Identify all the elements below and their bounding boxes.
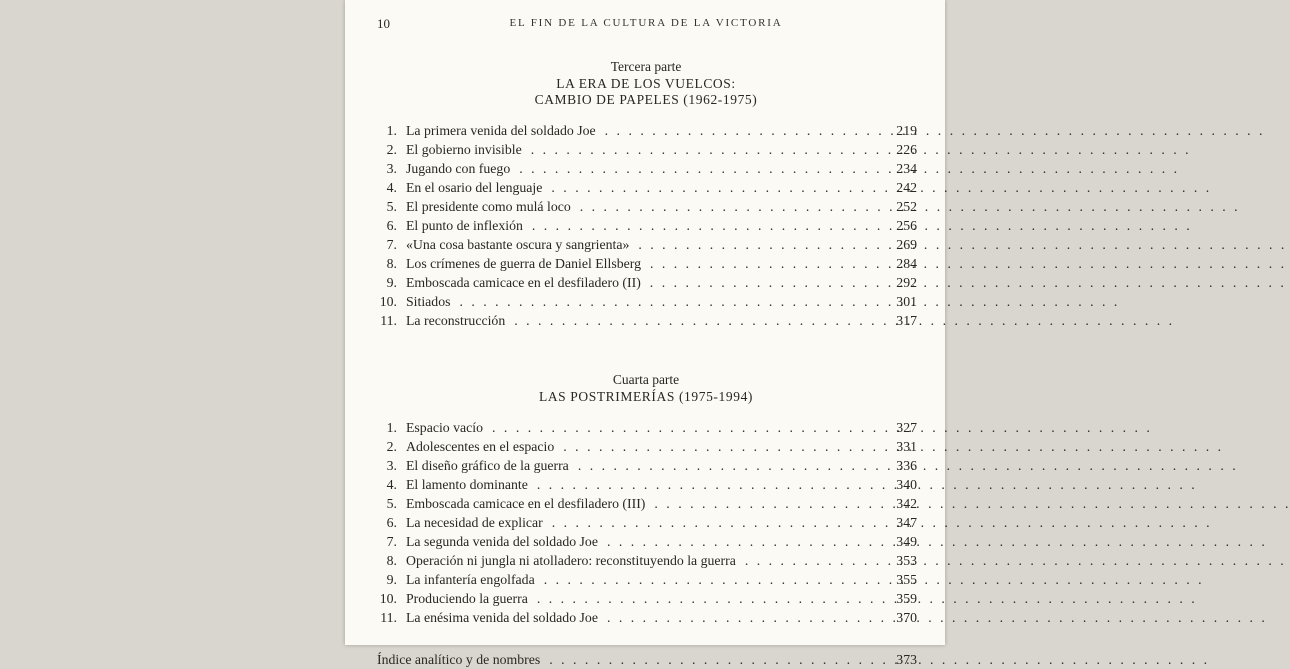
- entry-number: 5.: [386, 199, 397, 214]
- entry-title: Jugando con fuego: [406, 161, 511, 176]
- toc-section: [375, 372, 917, 627]
- part-title: CAMBIO DE PAPELES (1962-1975): [534, 92, 758, 107]
- dot-leader: [514, 311, 883, 330]
- entry-title: La necesidad de explicar: [406, 515, 543, 530]
- toc-entry: [375, 292, 917, 311]
- toc-entry: [375, 475, 917, 494]
- toc-entry: [375, 608, 917, 627]
- entry-title: Emboscada camicace en el desfiladero (II): [406, 275, 641, 290]
- entry-number: 8.: [386, 256, 397, 271]
- entry-title: Espacio vacío: [406, 420, 484, 435]
- entry-title: La primera venida del soldado Joe: [406, 123, 596, 138]
- entry-number: 7.: [386, 534, 397, 549]
- entry-page: 355: [896, 572, 917, 587]
- entry-page: 317: [896, 313, 917, 328]
- page-number: 10: [377, 16, 390, 31]
- toc-entry: [375, 178, 917, 197]
- toc-entry: [375, 235, 917, 254]
- entry-title: El diseño gráfico de la guerra: [406, 458, 569, 473]
- entry-page: 219: [896, 123, 917, 138]
- entry-number: 3.: [386, 458, 397, 473]
- entry-page: 370: [896, 610, 917, 625]
- toc-entry: [375, 570, 917, 589]
- page-header: [375, 16, 917, 32]
- toc-entries: [375, 418, 917, 627]
- dot-leader: [544, 570, 883, 589]
- dot-leader: [578, 456, 883, 475]
- entry-number: 10.: [379, 591, 397, 606]
- part-label: Tercera parte: [610, 59, 682, 74]
- entry-title: La reconstrucción: [406, 313, 506, 328]
- entry-page: 226: [896, 142, 917, 157]
- dot-leader: [552, 513, 883, 532]
- entry-page: 331: [896, 439, 917, 454]
- dot-leader: [537, 475, 883, 494]
- entry-number: 1.: [386, 123, 397, 138]
- entry-page: 327: [896, 420, 917, 435]
- entry-title: La segunda venida del soldado Joe: [406, 534, 598, 549]
- toc-entry: [375, 197, 917, 216]
- dot-leader: [537, 589, 883, 608]
- toc-entry: [375, 140, 917, 159]
- entry-number: 2.: [386, 439, 397, 454]
- entry-page: 349: [896, 534, 917, 549]
- toc-section: [375, 59, 917, 330]
- entry-title: Sitiados: [406, 294, 451, 309]
- entry-number: 7.: [386, 237, 397, 252]
- running-head: EL FIN DE LA CULTURA DE LA VICTORIA: [509, 17, 783, 29]
- entry-title: El lamento dominante: [406, 477, 528, 492]
- dot-leader: [654, 494, 883, 513]
- entry-number: 11.: [380, 610, 397, 625]
- entry-number: 6.: [386, 515, 397, 530]
- entry-page: 301: [896, 294, 917, 309]
- entry-page: 336: [896, 458, 917, 473]
- dot-leader: [650, 273, 883, 292]
- dot-leader: [650, 254, 883, 273]
- toc-entry: [375, 418, 917, 437]
- entry-title: Produciendo la guerra: [406, 591, 528, 606]
- toc-entry: [375, 254, 917, 273]
- toc-entry: [375, 494, 917, 513]
- entry-number: 9.: [386, 572, 397, 587]
- dot-leader: [492, 418, 883, 437]
- toc-sections: [375, 59, 917, 627]
- part-title: LAS POSTRIMERÍAS (1975-1994): [538, 389, 754, 404]
- dot-leader: [607, 532, 883, 551]
- toc-entry: [375, 311, 917, 330]
- entry-number: 2.: [386, 142, 397, 157]
- book-page: [345, 0, 945, 667]
- part-label: Cuarta parte: [612, 372, 680, 387]
- entry-page: 292: [896, 275, 917, 290]
- entry-number: 8.: [386, 553, 397, 568]
- entry-number: 11.: [380, 313, 397, 328]
- dot-leader: [580, 197, 883, 216]
- entry-title: Los crímenes de guerra de Daniel Ellsberg: [406, 256, 641, 271]
- toc-entry: [375, 121, 917, 140]
- entry-page: 284: [896, 256, 917, 271]
- dot-leader: [532, 216, 883, 235]
- toc-entry: [375, 513, 917, 532]
- entry-title: Adolescentes en el espacio: [406, 439, 555, 454]
- entry-title: La infantería engolfada: [406, 572, 535, 587]
- dot-leader: [563, 437, 883, 456]
- entry-page: 340: [896, 477, 917, 492]
- entry-number: 4.: [386, 477, 397, 492]
- part-title: LA ERA DE LOS VUELCOS:: [556, 76, 736, 91]
- entry-number: 6.: [386, 218, 397, 233]
- entry-number: 1.: [386, 420, 397, 435]
- dot-leader: [519, 159, 883, 178]
- entry-number: 5.: [386, 496, 397, 511]
- dot-leader: [459, 292, 883, 311]
- toc-entry: [375, 551, 917, 570]
- dot-leader: [531, 140, 883, 159]
- entry-page: 359: [896, 591, 917, 606]
- dot-leader: [549, 650, 883, 669]
- entry-page: 342: [896, 496, 917, 511]
- entry-page: 347: [896, 515, 917, 530]
- entry-title: En el osario del lenguaje: [406, 180, 543, 195]
- entry-page: 373: [896, 652, 917, 667]
- dot-leader: [607, 608, 883, 627]
- entry-number: 3.: [386, 161, 397, 176]
- toc-entry: [375, 456, 917, 475]
- toc-entries: [375, 121, 917, 330]
- entry-page: 353: [896, 553, 917, 568]
- entry-number: 10.: [379, 294, 397, 309]
- entry-page: 252: [896, 199, 917, 214]
- entry-number: 4.: [386, 180, 397, 195]
- dot-leader: [551, 178, 883, 197]
- dot-leader: [605, 121, 883, 140]
- toc-entry: [375, 216, 917, 235]
- entry-title: El punto de inflexión: [406, 218, 523, 233]
- entry-title: La enésima venida del soldado Joe: [406, 610, 598, 625]
- toc-entry: [375, 437, 917, 456]
- entry-page: 269: [896, 237, 917, 252]
- dot-leader: [638, 235, 883, 254]
- entry-page: 242: [896, 180, 917, 195]
- entry-page: 234: [896, 161, 917, 176]
- dot-leader: [745, 551, 883, 570]
- entry-title: Emboscada camicace en el desfiladero (III): [406, 496, 646, 511]
- toc-entry: [375, 159, 917, 178]
- entry-title: El gobierno invisible: [406, 142, 522, 157]
- entry-number: 9.: [386, 275, 397, 290]
- toc-entry: [375, 589, 917, 608]
- entry-title: «Una cosa bastante oscura y sangrienta»: [406, 237, 630, 252]
- toc-entry-index: [375, 650, 917, 669]
- entry-page: 256: [896, 218, 917, 233]
- entry-title: El presidente como mulá loco: [406, 199, 571, 214]
- entry-title: Índice analítico y de nombres: [377, 652, 541, 667]
- entry-title: Operación ni jungla ni atolladero: reconstituyendo la guerra: [406, 553, 736, 568]
- toc-entry: [375, 532, 917, 551]
- toc-entry: [375, 273, 917, 292]
